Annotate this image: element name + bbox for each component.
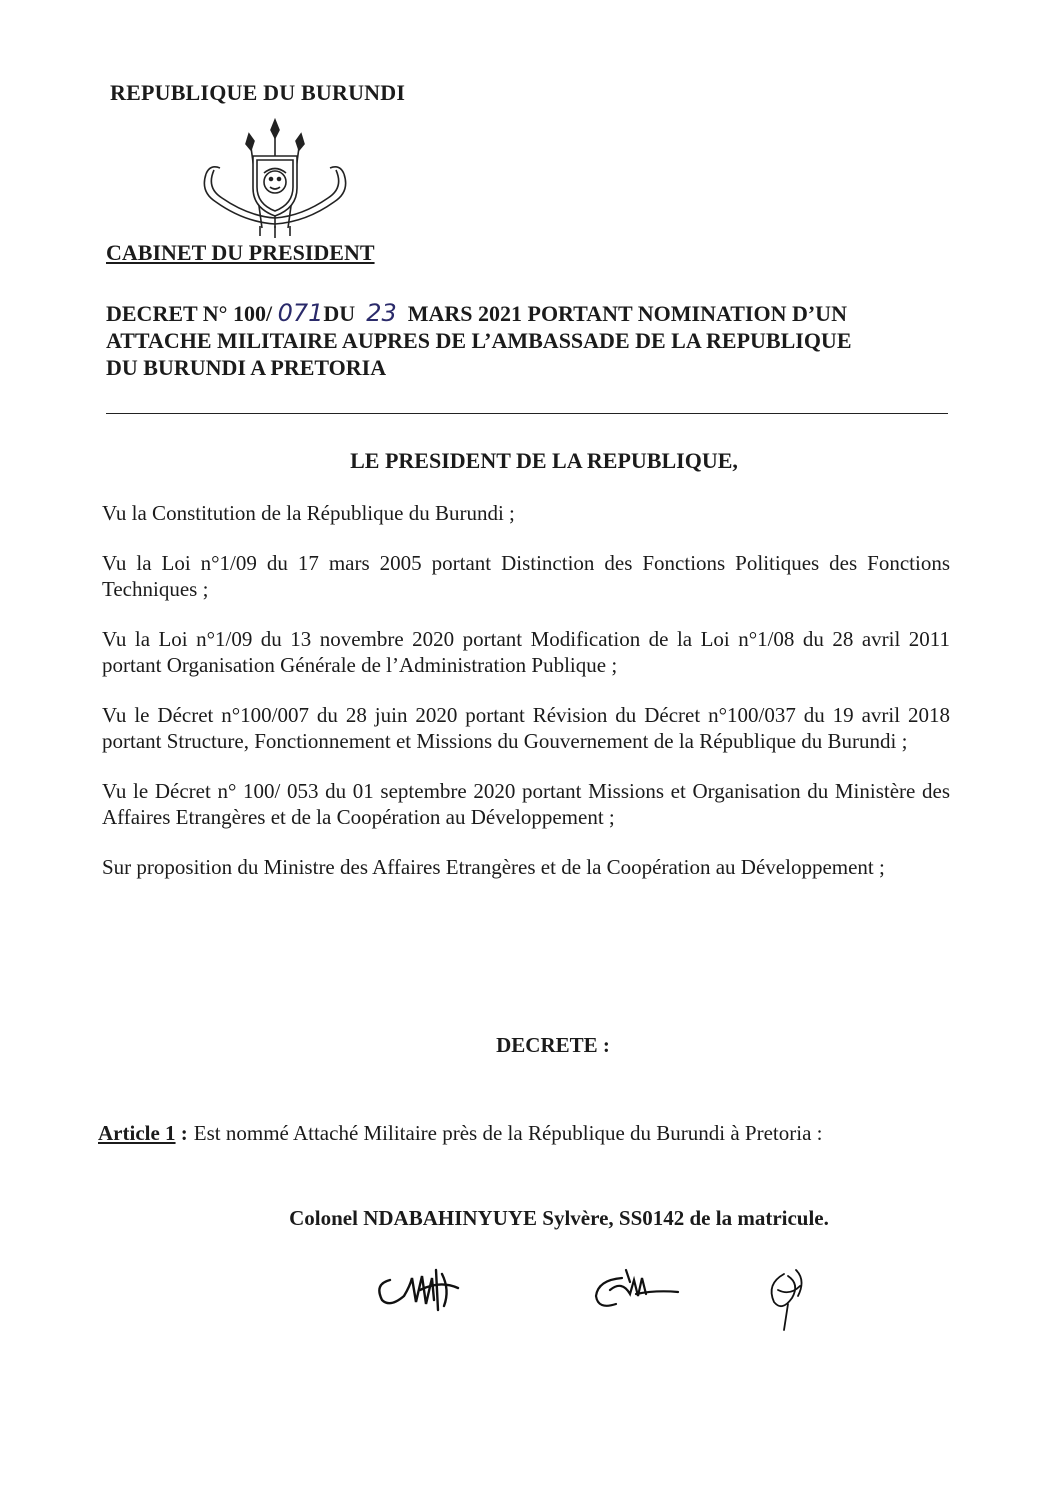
- coat-of-arms-icon: [200, 118, 350, 243]
- signature-icon: [379, 1270, 458, 1310]
- article-1: [98, 1120, 946, 1146]
- handwritten-day: 23: [366, 299, 397, 327]
- considerant-item: Sur proposition du Ministre des Affaires Etrangères et de la Coopération au Développement ;: [102, 855, 885, 879]
- title-rest-line-1: MARS 2021 PORTANT NOMINATION D’UN: [407, 301, 847, 326]
- title-line-1: [106, 300, 982, 327]
- article-1-label-wrap: [98, 1120, 188, 1146]
- considerant-item: Vu le Décret n° 100/ 053 du 01 septembre 2020 portant Missions et Organisation du Ministère des Affaires Etrangères et de la Coopération au Développement ;: [102, 779, 950, 829]
- nominee-line: Colonel NDABAHINYUYE Sylvère, SS0142 de la matricule.: [289, 1206, 829, 1230]
- title-du: DU: [323, 301, 356, 326]
- title-prefix: DECRET N° 100/: [106, 301, 273, 326]
- handwritten-decree-number: 071: [277, 299, 324, 327]
- article-1-text: Est nommé Attaché Militaire près de la République du Burundi à Pretoria :: [193, 1121, 823, 1145]
- considerants-list: [102, 500, 950, 904]
- republic-heading: REPUBLIQUE DU BURUNDI: [110, 80, 406, 105]
- considerant-item: Vu la Constitution de la République du Burundi ;: [102, 501, 515, 525]
- considerant-item: Vu le Décret n°100/007 du 28 juin 2020 portant Révision du Décret n°100/037 du 19 avril 2018 portant Structure, Fonctionnement et Missions du Gouvernement de la République du Burundi ;: [102, 703, 950, 753]
- decree-title: [106, 300, 982, 381]
- signature-icon: [596, 1270, 678, 1306]
- office-heading: CABINET DU PRESIDENT: [106, 240, 375, 265]
- article-1-label: Article 1: [98, 1121, 176, 1145]
- title-divider: [106, 413, 948, 414]
- signatures-block: [360, 1250, 840, 1340]
- considerant-item: Vu la Loi n°1/09 du 17 mars 2005 portant Distinction des Fonctions Politiques des Fonctions Techniques ;: [102, 551, 950, 601]
- decrete-heading: DECRETE :: [496, 1033, 610, 1057]
- title-line-2: ATTACHE MILITAIRE AUPRES DE L’AMBASSADE DE LA REPUBLIQUE: [106, 328, 852, 353]
- article-1-separator: :: [175, 1121, 188, 1145]
- title-line-3: DU BURUNDI A PRETORIA: [106, 355, 387, 380]
- signature-icon: [772, 1270, 802, 1330]
- authority-heading: LE PRESIDENT DE LA REPUBLIQUE,: [350, 448, 738, 473]
- considerant-item: Vu la Loi n°1/09 du 13 novembre 2020 portant Modification de la Loi n°1/08 du 28 avril 2011 portant Organisation Générale de l’Administration Publique ;: [102, 627, 950, 677]
